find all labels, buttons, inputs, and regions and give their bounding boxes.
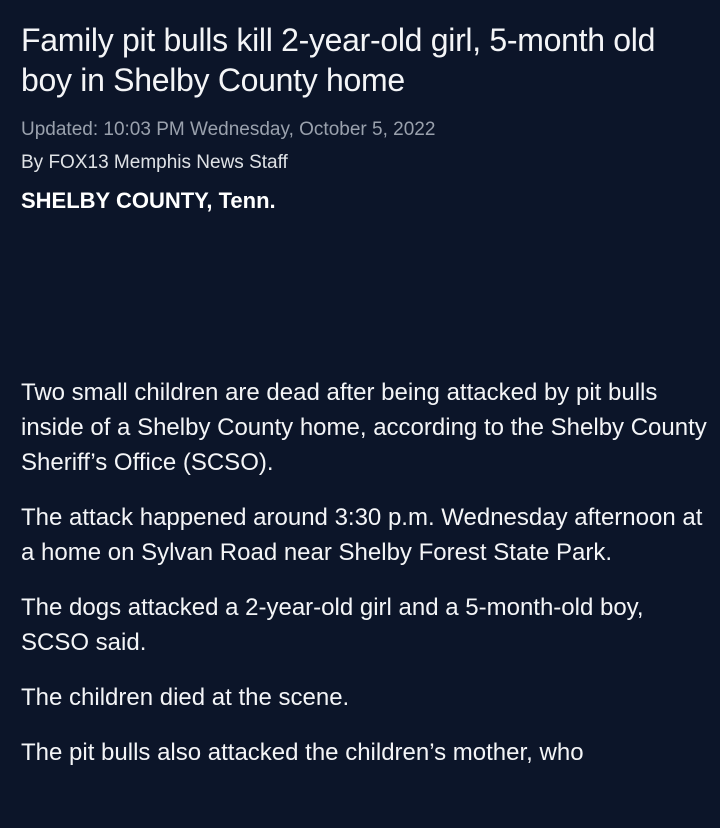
byline: By FOX13 Memphis News Staff — [21, 152, 288, 173]
paragraph: Two small children are dead after being attacked by pit bulls inside of a Shelby County home, according to the Shelby County Sheriff’s Office (SCSO). — [21, 379, 707, 476]
dateline: SHELBY COUNTY, Tenn. — [21, 188, 276, 213]
article-headline: Family pit bulls kill 2-year-old girl, 5-month old boy in Shelby County home — [21, 22, 656, 98]
paragraph: The children died at the scene. — [21, 684, 350, 711]
article-body — [21, 375, 711, 790]
paragraph: The pit bulls also attacked the children’s mother, who — [21, 739, 584, 766]
paragraph: The dogs attacked a 2-year-old girl and a 5-month-old boy, SCSO said. — [21, 594, 644, 656]
paragraph: The attack happened around 3:30 p.m. Wednesday afternoon at a home on Sylvan Road near Shelby Forest State Park. — [21, 504, 703, 566]
article-header — [21, 20, 706, 215]
updated-timestamp: Updated: 10:03 PM Wednesday, October 5, 2022 — [21, 119, 436, 140]
